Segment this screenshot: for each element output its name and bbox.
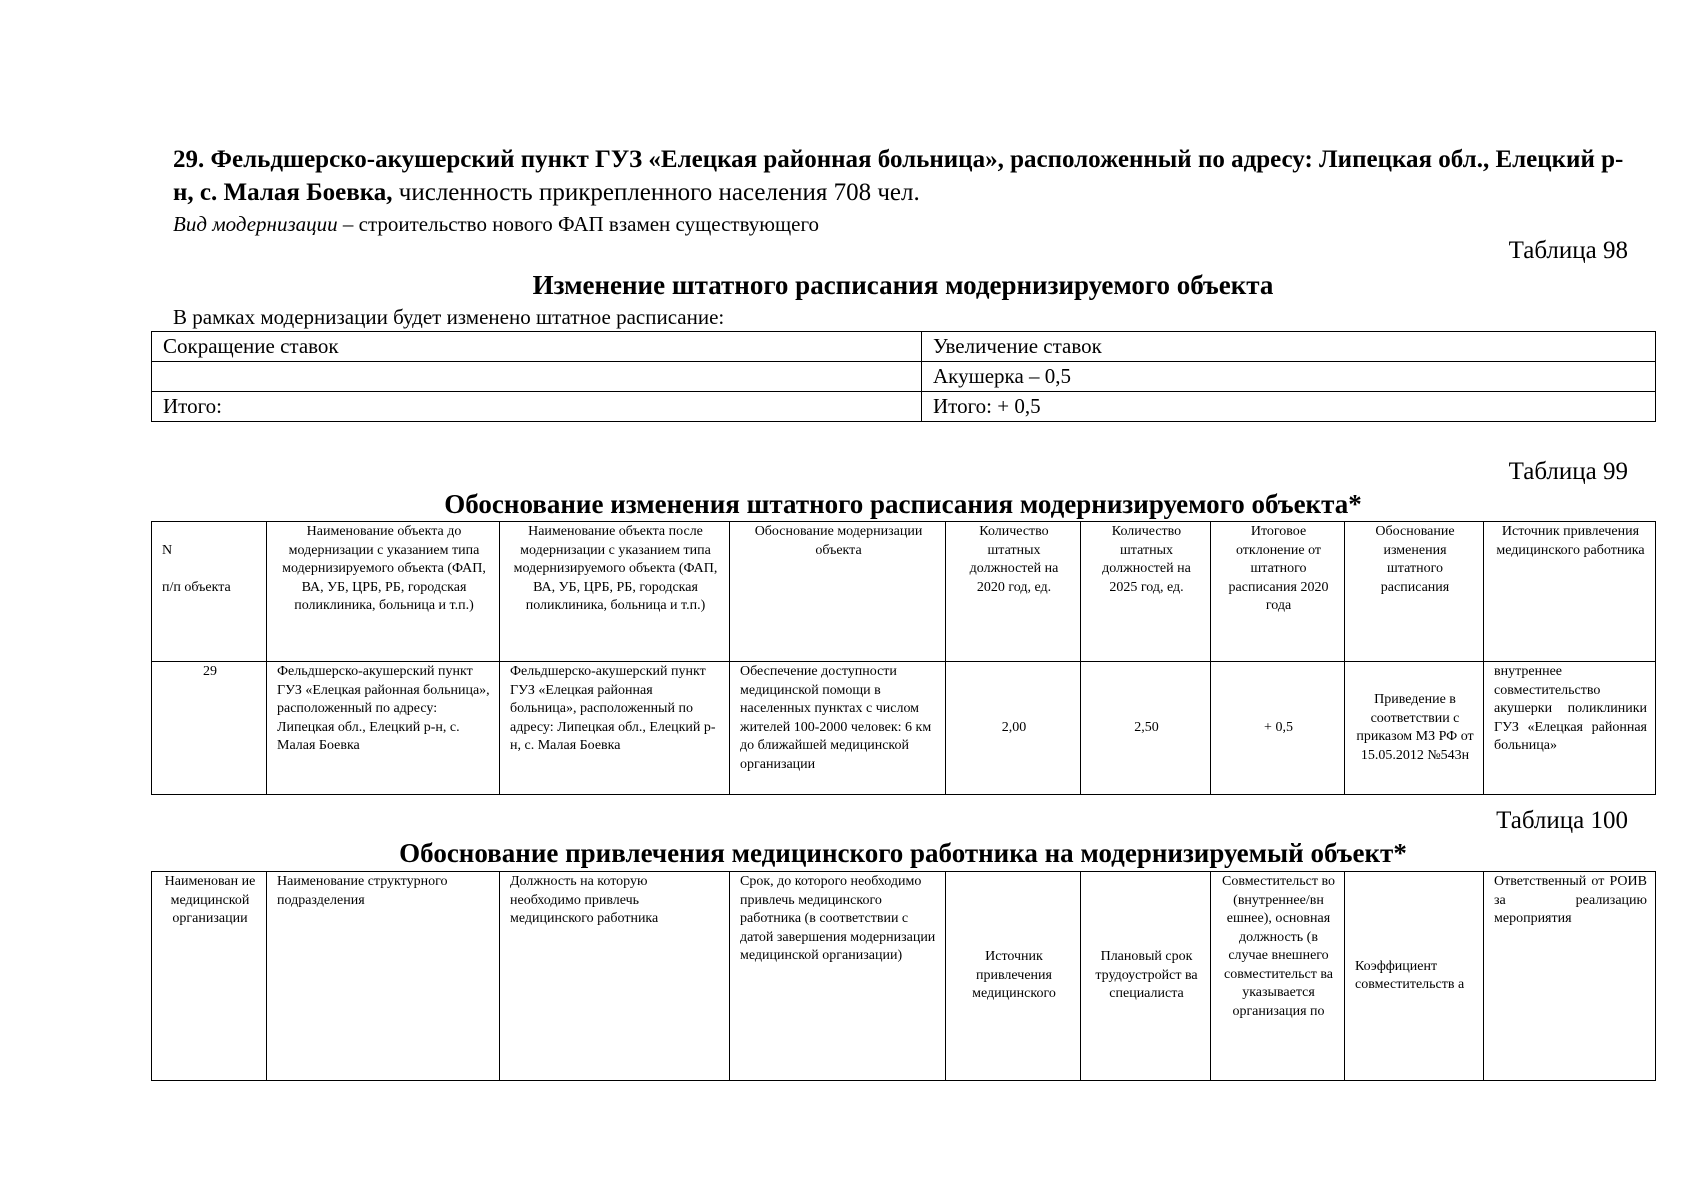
cell-change-justification: Приведение в соответствии с приказом МЗ РФ от 15.05.2012 №543н (1345, 662, 1484, 795)
cell-deviation: + 0,5 (1211, 662, 1345, 795)
table-header-row (152, 522, 1656, 662)
table-row (152, 362, 1656, 392)
cell-reduction-total: Итого: (152, 392, 922, 422)
table100-label: Таблица 100 (1496, 807, 1628, 834)
table-row (152, 332, 1656, 362)
cell-reduction-header: Сокращение ставок (152, 332, 922, 362)
table-row (152, 392, 1656, 422)
modernization-value: – строительство нового ФАП взамен существующего (337, 212, 820, 236)
table98-label: Таблица 98 (1508, 237, 1628, 264)
table98-intro: В рамках модернизации будет изменено штатное расписание: (173, 305, 725, 329)
header-employment-date: Плановый срок трудоустройст ва специалиста (1081, 872, 1211, 1081)
cell-object-after: Фельдшерско-акушерский пункт ГУЗ «Елецкая районная больница», расположенный по адресу: Липецкая обл., Елецкий р-н, с. Малая Боевка (500, 662, 730, 795)
cell-justification: Обеспечение доступности медицинской помощи в населенных пунктах с числом жителей 100-2000 человек: 6 км до ближайшей медицинской организации (730, 662, 946, 795)
cell-increase-value: Акушерка – 0,5 (922, 362, 1656, 392)
heading-bold: 29. Фельдшерско-акушерский пункт ГУЗ «Елецкая районная больница», расположенный по адресу: Липецкая обл., Елецкий р-н, с. Малая Боевка, (173, 146, 1624, 206)
heading-rest: численность прикрепленного населения 708 чел. (392, 179, 920, 206)
cell-increase-header: Увеличение ставок (922, 332, 1656, 362)
cell-object-number: 29 (152, 662, 267, 795)
cell-positions-2020: 2,00 (946, 662, 1081, 795)
table98-title: Изменение штатного расписания модернизируемого объекта (532, 270, 1274, 300)
modernization-label: Вид модернизации (173, 212, 338, 236)
header-deviation: Итоговое отклонение от штатного расписания 2020 года (1211, 522, 1345, 662)
header-object-number: N п/п объекта (152, 522, 267, 662)
table-header-row (152, 872, 1656, 1081)
header-object-before: Наименование объекта до модернизации с указанием типа модернизируемого объекта (ФАП, ВА, УБ, ЦРБ, РБ, городская поликлиника, больница и т.п.) (267, 522, 500, 662)
table100-title: Обоснование привлечения медицинского работника на модернизируемый объект* (399, 838, 1407, 868)
header-positions-2020: Количество штатных должностей на 2020 год, ед. (946, 522, 1081, 662)
header-change-justification: Обоснование изменения штатного расписания (1345, 522, 1484, 662)
cell-object-before: Фельдшерско-акушерский пункт ГУЗ «Елецкая районная больница», расположенный по адресу: Липецкая обл., Елецкий р-н, с. Малая Боевка (267, 662, 500, 795)
header-attraction-source: Источник привлечения медицинского (946, 872, 1081, 1081)
cell-source: внутреннее совместительство акушерки поликлиники ГУЗ «Елецкая районная больница» (1484, 662, 1656, 795)
worker-attraction-table (151, 871, 1656, 1081)
header-source: Источник привлечения медицинского работника (1484, 522, 1656, 662)
header-coefficient: Коэффициент совместительств а (1345, 872, 1484, 1081)
table99-label: Таблица 99 (1508, 458, 1628, 485)
staffing-justification-table (151, 521, 1656, 795)
modernization-type (173, 211, 819, 237)
header-part-time (1211, 872, 1345, 1081)
header-deadline: Срок, до которого необходимо привлечь медицинского работника (в соответствии с датой завершения модернизации медицинской организации) (730, 872, 946, 1081)
header-positions-2025: Количество штатных должностей на 2025 год, ед. (1081, 522, 1211, 662)
header-justification: Обоснование модернизации объекта (730, 522, 946, 662)
header-organization: Наименован ие медицинской организации (152, 872, 267, 1081)
cell-increase-total: Итого: + 0,5 (922, 392, 1656, 422)
cell-reduction-value (152, 362, 922, 392)
staffing-change-table (151, 331, 1656, 422)
section-heading (173, 143, 1633, 209)
cell-positions-2025: 2,50 (1081, 662, 1211, 795)
header-position: Должность на которую необходимо привлечь медицинского работника (500, 872, 730, 1081)
header-object-after: Наименование объекта после модернизации с указанием типа модернизируемого объекта (ФАП, ВА, УБ, ЦРБ, РБ, городская поликлиника, больница и т.п.) (500, 522, 730, 662)
part-time-text: Совместительст во (внутреннее/вн ешнее), основная должность (в случае внешнего совместительст ва указывается организация по (1221, 874, 1335, 1019)
header-responsible: Ответственный от РОИВ за реализацию мероприятия (1484, 872, 1656, 1081)
table-row (152, 662, 1656, 795)
header-structural-unit: Наименование структурного подразделения (267, 872, 500, 1081)
table99-title: Обоснование изменения штатного расписания модернизируемого объекта* (444, 489, 1362, 519)
